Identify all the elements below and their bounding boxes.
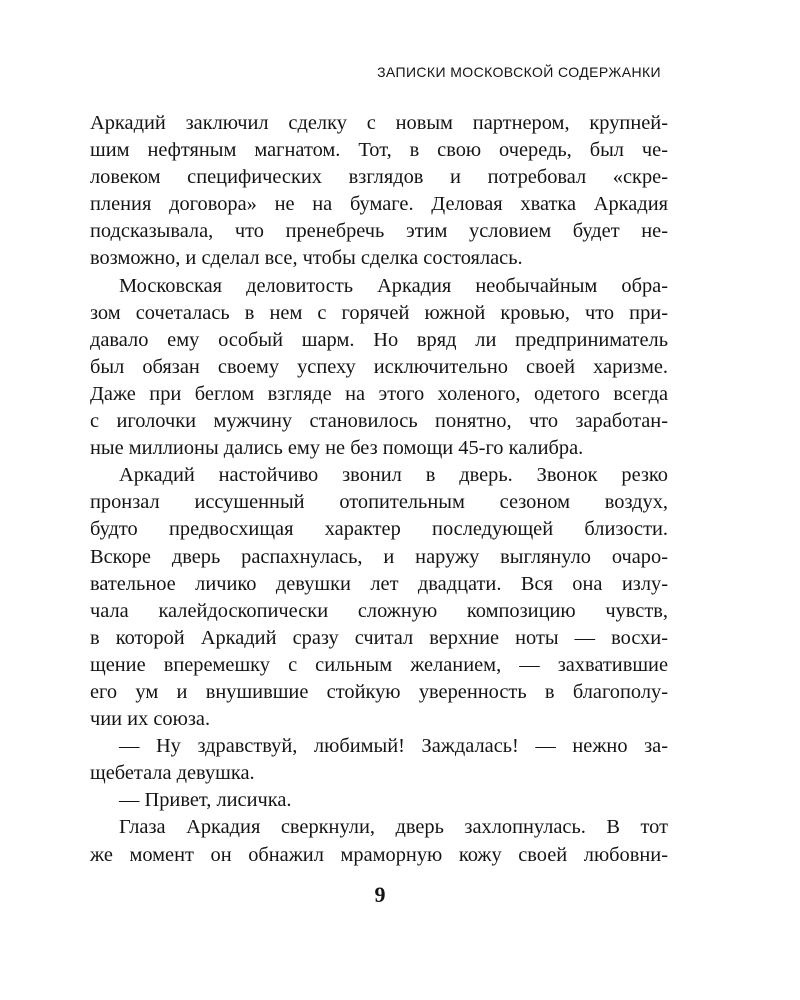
text-line: — Ну здравствуй, любимый! Заждалась! — нежно за- bbox=[119, 735, 668, 758]
text-line: будто предвосхищая характер последующей близости. bbox=[90, 518, 668, 541]
text-line: давало ему особый шарм. Но вряд ли предприниматель bbox=[90, 328, 668, 351]
text-line: ные миллионы дались ему не без помощи 45-го калибра. bbox=[90, 437, 584, 460]
body-text bbox=[90, 110, 668, 869]
text-line: Московская деловитость Аркадия необычайным обра- bbox=[119, 274, 668, 297]
text-line: — Привет, лисичка. bbox=[119, 789, 292, 812]
text-line: Аркадий заключил сделку с новым партнером, крупней- bbox=[90, 112, 668, 134]
text-line: в которой Аркадий сразу считал верхние ноты — восхи- bbox=[90, 626, 668, 649]
text-line: его ум и внушившие стойкую уверенность в благополу- bbox=[90, 680, 668, 703]
page-number: 9 bbox=[374, 882, 386, 907]
text-line: возможно, и сделал все, чтобы сделка состоялась. bbox=[90, 247, 523, 270]
running-head: ЗАПИСКИ МОСКОВСКОЙ СОДЕРЖАНКИ bbox=[377, 64, 661, 80]
text-line: с иголочки мужчину становилось понятно, что заработан- bbox=[90, 410, 668, 433]
text-line: щебетала девушка. bbox=[90, 762, 255, 785]
text-line: чала калейдоскопически сложную композицию чувств, bbox=[90, 599, 668, 622]
text-line: Вскоре дверь распахнулась, и наружу выглянуло очаро- bbox=[90, 545, 668, 568]
text-line: Аркадий настойчиво звонил в дверь. Звонок резко bbox=[119, 464, 668, 487]
text-line: подсказывала, что пренебречь этим условием будет не- bbox=[90, 220, 668, 243]
text-line: Даже при беглом взгляде на этого холеного, одетого всегда bbox=[90, 382, 668, 405]
text-line: чии их союза. bbox=[90, 708, 211, 731]
text-line: шим нефтяным магнатом. Тот, в свою очередь, был че- bbox=[90, 139, 668, 162]
text-line: зом сочеталась в нем с горячей южной кровью, что при- bbox=[90, 301, 668, 324]
text-line: Глаза Аркадия сверкнули, дверь захлопнулась. В тот bbox=[119, 816, 668, 839]
text-line: пронзал иссушенный отопительным сезоном воздух, bbox=[90, 491, 668, 514]
text-line: щение вперемешку с сильным желанием, — захватившие bbox=[90, 653, 668, 676]
text-line: же момент он обнажил мраморную кожу своей любовни- bbox=[90, 843, 668, 866]
text-line: пления договора» не на бумаге. Деловая хватка Аркадия bbox=[90, 193, 668, 216]
text-line: вательное личико девушки лет двадцати. Вся она излу- bbox=[90, 572, 668, 595]
text-line: ловеком специфических взглядов и потребовал «скре- bbox=[90, 166, 668, 189]
text-line: был обязан своему успеху исключительно своей харизме. bbox=[90, 355, 668, 378]
